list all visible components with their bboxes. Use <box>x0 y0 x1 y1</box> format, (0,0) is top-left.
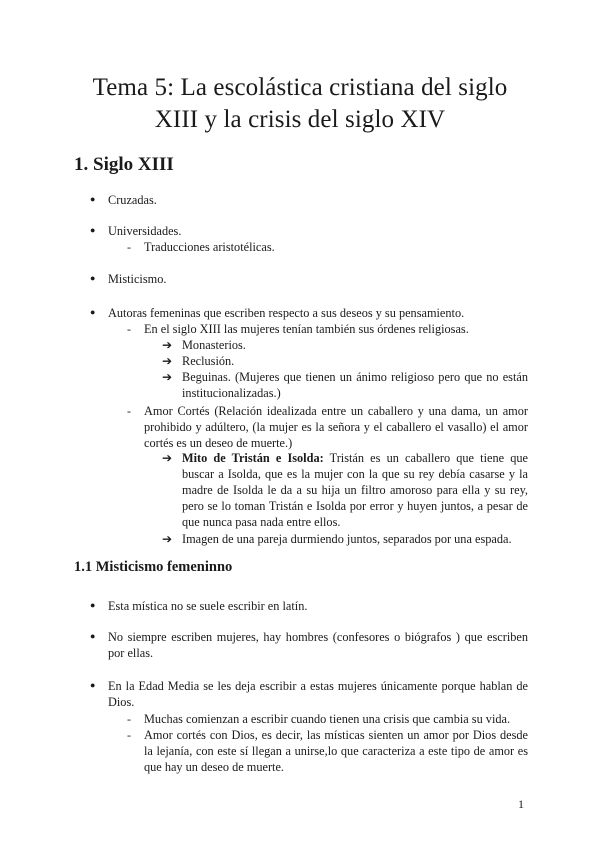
arrow-right-icon: ➔ <box>162 451 173 465</box>
arrow-right-icon: ➔ <box>162 532 173 546</box>
list-item-no-siempre: No siempre escriben mujeres, hay hombres (confesores o biógrafos ) que escriben por ellas. <box>108 630 528 660</box>
arrow-right-icon: ➔ <box>162 338 173 352</box>
document-title <box>60 72 540 136</box>
bullet-icon: ● <box>90 631 96 641</box>
dash-marker: - <box>127 404 131 418</box>
dash-marker: - <box>127 728 131 742</box>
mito-label: Mito de Tristán e Isolda: <box>182 451 324 465</box>
section-heading-misticismo-femenino: 1.1 Misticismo femeninno <box>74 559 233 575</box>
bullet-icon: ● <box>90 194 96 204</box>
section-heading-siglo-xiii: 1. Siglo XIII <box>74 154 174 175</box>
bullet-icon: ● <box>90 600 96 610</box>
bullet-icon: ● <box>90 680 96 690</box>
dash-marker: - <box>127 322 131 336</box>
list-item-traducciones: Traducciones aristotélicas. <box>144 240 275 254</box>
dash-marker: - <box>127 712 131 726</box>
page-number: 1 <box>518 797 524 811</box>
dash-marker: - <box>127 240 131 254</box>
list-item-universidades: Universidades. <box>108 224 182 238</box>
list-item-beguinas: Beguinas. (Mujeres que tienen un ánimo religioso pero que no están institucionalizadas.) <box>182 370 528 400</box>
arrow-right-icon: ➔ <box>162 354 173 368</box>
list-item-imagen: Imagen de una pareja durmiendo juntos, separados por una espada. <box>182 532 512 546</box>
list-item-latin: Esta mística no se suele escribir en latín. <box>108 599 308 613</box>
list-item-monasterios: Monasterios. <box>182 338 246 352</box>
list-item-cruzadas: Cruzadas. <box>108 193 157 207</box>
bullet-icon: ● <box>90 273 96 283</box>
arrow-right-icon: ➔ <box>162 370 173 384</box>
list-item-edad-media: En la Edad Media se les deja escribir a estas mujeres únicamente porque hablan de Dios. <box>108 679 528 709</box>
list-item-reclusion: Reclusión. <box>182 354 235 368</box>
list-item-mito <box>182 450 528 530</box>
mito-text: Tristán es un caballero que tiene que buscar a Isolda, que es la mujer con la que su rey debía casarse y la madre de Isolda le da a su hija un filtro amoroso para ella y su rey, pero se lo toman Tristán e Isolda por error y huyen juntos, a pesar de que nunca pasa nada entre ellos. <box>182 451 528 529</box>
bullet-icon: ● <box>90 307 96 317</box>
list-item-ordenes: En el siglo XIII las mujeres tenían también sus órdenes religiosas. <box>144 322 469 336</box>
title-line-2: XIII y la crisis del siglo XIV <box>154 106 446 133</box>
title-line-1: Tema 5: La escolástica cristiana del siglo <box>92 74 508 101</box>
bullet-icon: ● <box>90 225 96 235</box>
list-item-autoras: Autoras femeninas que escriben respecto a sus deseos y su pensamiento. <box>108 306 465 320</box>
list-item-crisis: Muchas comienzan a escribir cuando tienen una crisis que cambia su vida. <box>144 712 511 726</box>
list-item-amor-dios: Amor cortés con Dios, es decir, las místicas sienten un amor por Dios desde la lejanía, con este sí llegan a unirse,lo que caracteriza a este tipo de amor es que hay un deseo de muerte. <box>144 728 528 774</box>
list-item-misticismo: Misticismo. <box>108 272 167 286</box>
list-item-amor-cortes: Amor Cortés (Relación idealizada entre un caballero y una dama, un amor prohibido y adúltero, (la mujer es la señora y el caballero el vasallo) el amor cortés es un deseo de muerte.) <box>144 404 528 450</box>
